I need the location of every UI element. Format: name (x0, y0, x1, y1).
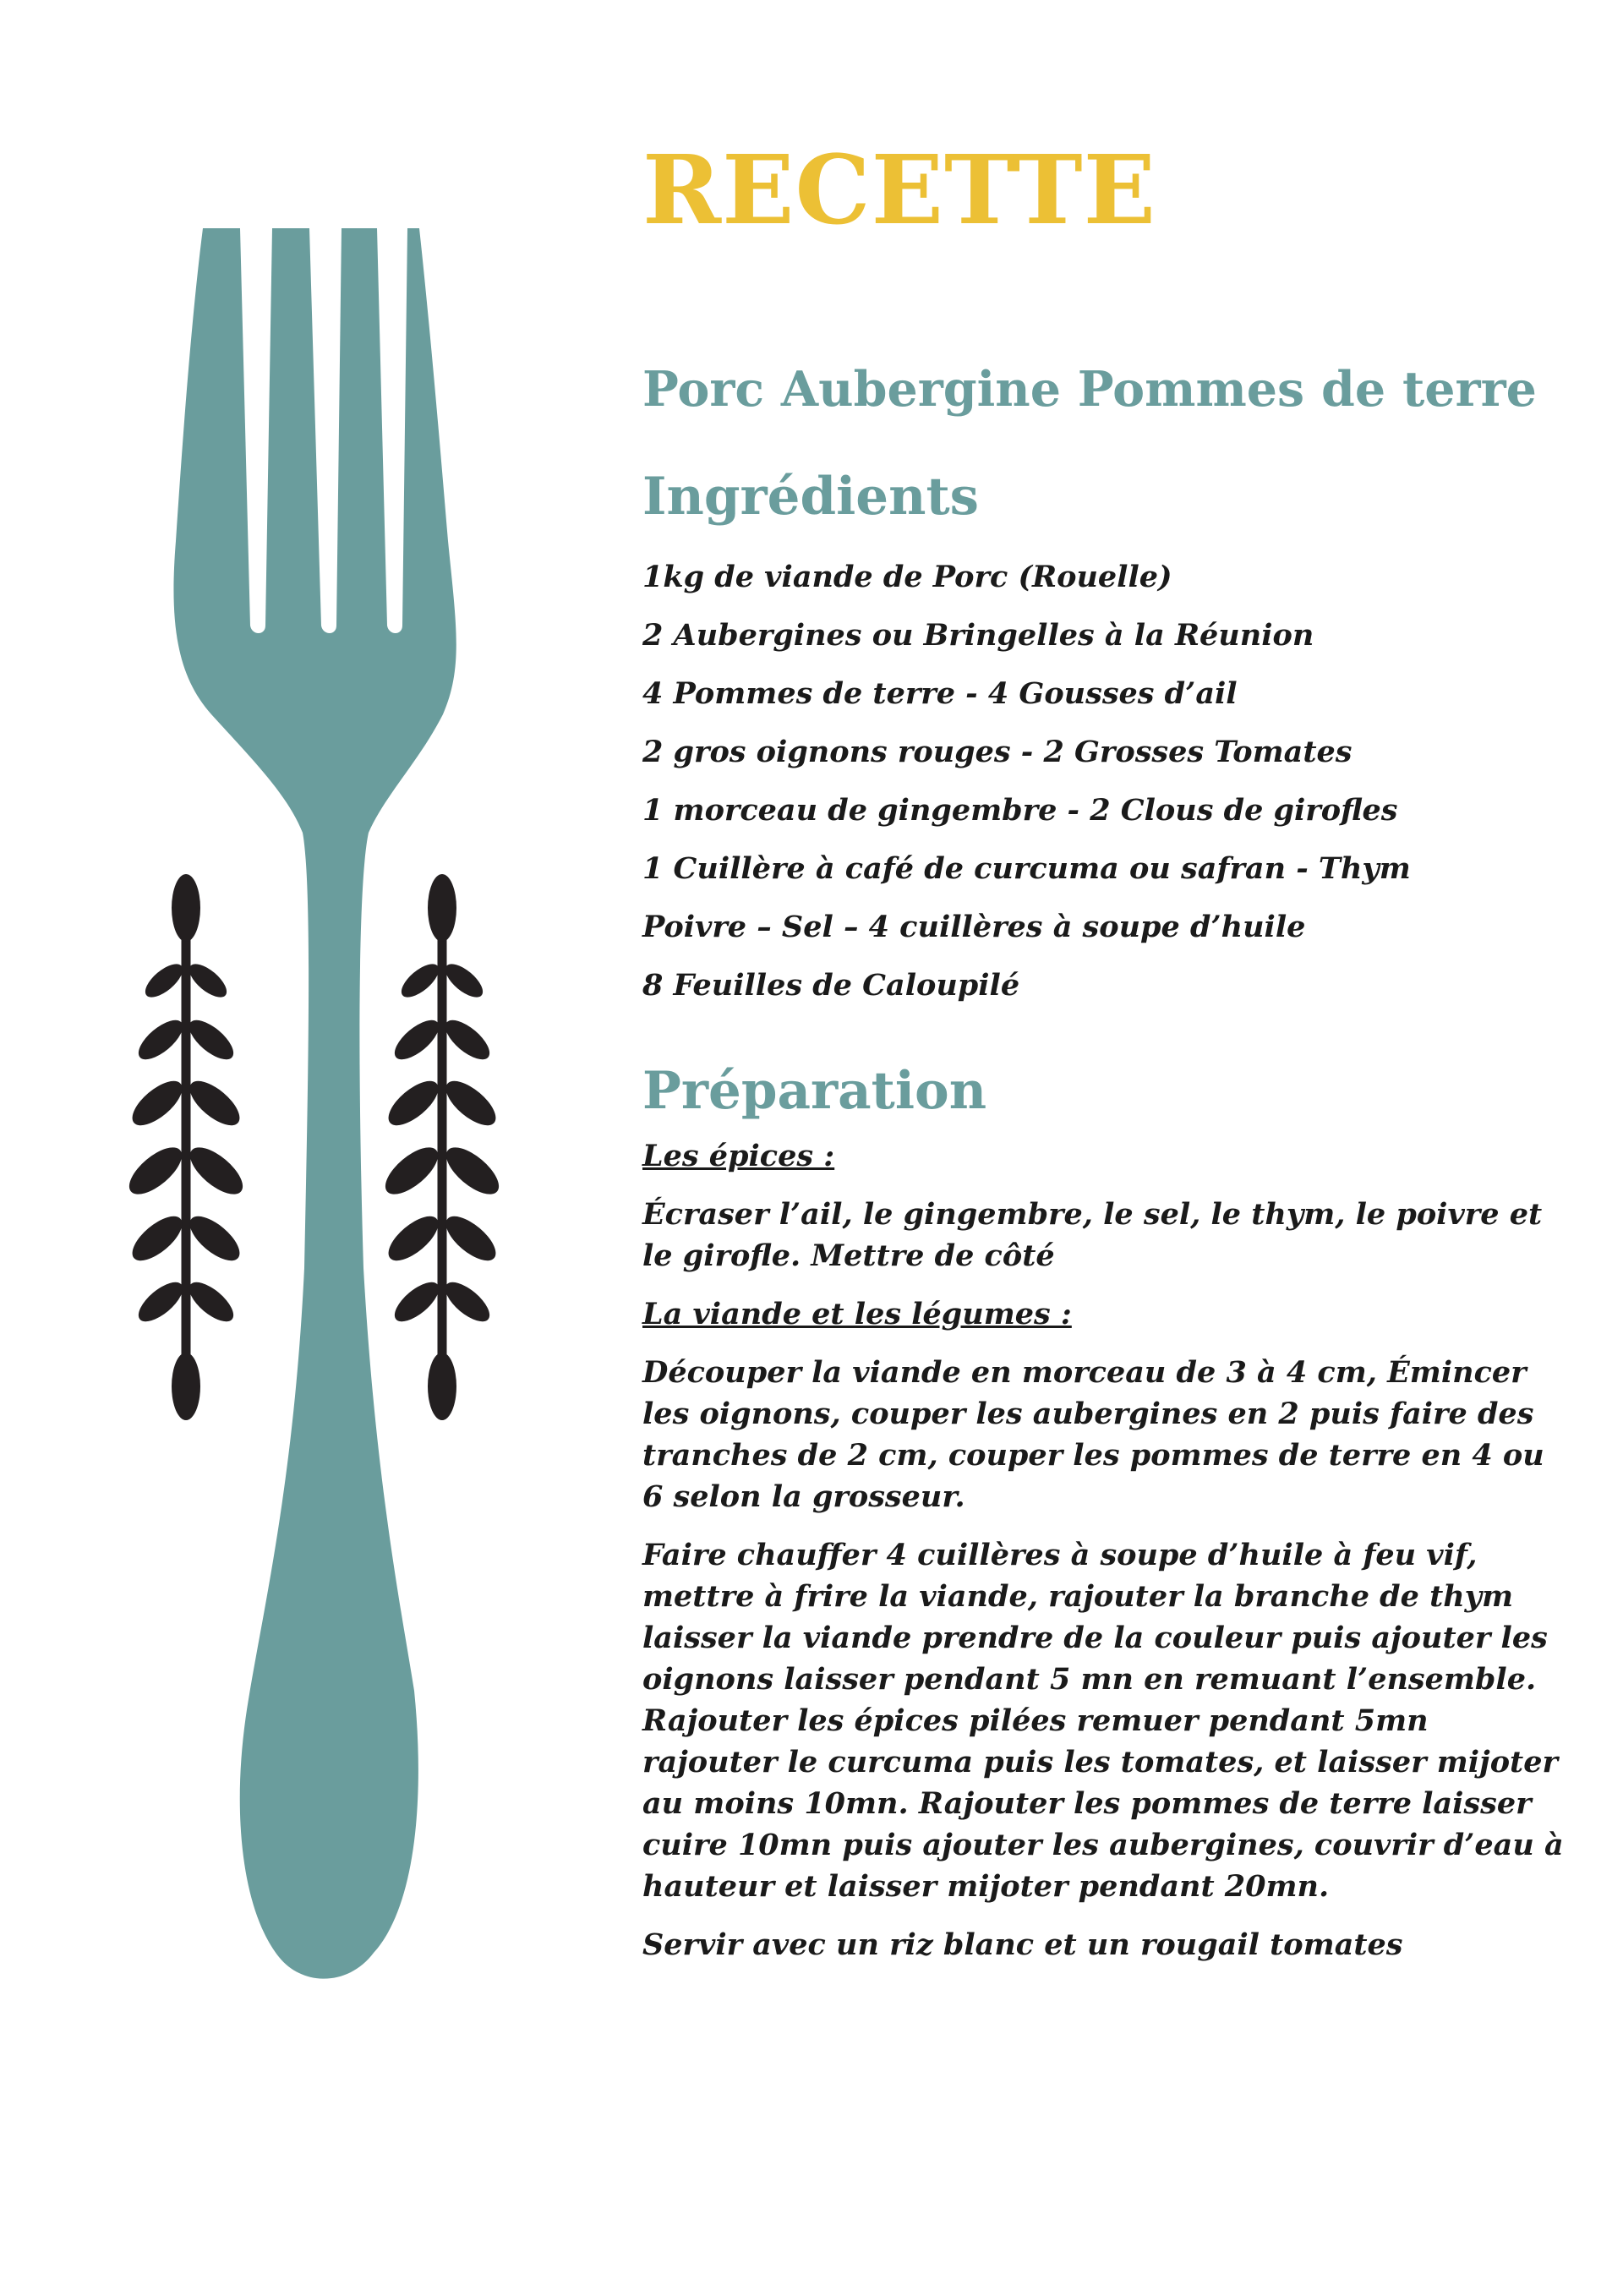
herb-sprig-icon-right (378, 874, 506, 1420)
ingredient-item: 2 Aubergines ou Bringelles à la Réunion (642, 618, 1314, 653)
cooking-paragraph: Faire chauffer 4 cuillères à soupe d’huile à feu vif, mettre à frire la viande, rajouter la branche de thym laisser la viande prendre de la couleur puis ajouter les oignons laisser pendant 5 mn en remuant l’ensemble. Rajouter les épices pilées remuer pendant 5mn rajouter le curcuma puis les tomates, et laisser mijoter au moins 10mn. Rajouter les pommes de terre laisser cuire 10mn puis ajouter les aubergines, couvrir d’eau à hauteur et laisser mijoter pendant 20mn. (642, 1538, 1564, 1904)
ingredient-item: 4 Pommes de terre - 4 Gousses d’ail (642, 676, 1238, 711)
ingredients-list (642, 548, 1572, 1014)
ingredient-item: 1kg de viande de Porc (Rouelle) (642, 560, 1172, 594)
spices-subheading: Les épices : (642, 1139, 835, 1173)
ingredient-item: 2 gros oignons rouges - 2 Grosses Tomates (642, 735, 1352, 769)
herb-sprig-icon-left (122, 874, 250, 1420)
recipe-content (642, 135, 1572, 1982)
ingredients-heading: Ingrédients (642, 467, 979, 527)
preparation-steps (642, 1135, 1572, 1965)
ingredient-item: Poivre – Sel – 4 cuillères à soupe d’huile (642, 910, 1306, 944)
serving-paragraph: Servir avec un riz blanc et un rougail tomates (642, 1927, 1403, 1962)
spices-paragraph: Écraser l’ail, le gingembre, le sel, le thym, le poivre et le girofle. Mettre de côté (642, 1197, 1543, 1273)
meat-subheading: La viande et les légumes : (642, 1297, 1072, 1331)
preparation-heading: Préparation (642, 1061, 987, 1121)
ingredient-item: 1 Cuillère à café de curcuma ou safran - Thym (642, 851, 1411, 886)
ingredient-item: 1 morceau de gingembre - 2 Clous de girofles (642, 793, 1398, 828)
ingredient-item: 8 Feuilles de Caloupilé (642, 968, 1020, 1003)
meat-paragraph: Découper la viande en morceau de 3 à 4 cm, Émincer les oignons, couper les aubergines en 2 puis faire des tranches de 2 cm, couper les pommes de terre en 4 ou 6 selon la grosseur. (642, 1355, 1544, 1514)
recipe-name: Porc Aubergine Pommes de terre (642, 361, 1537, 418)
page-title: RECETTE (642, 135, 1157, 246)
